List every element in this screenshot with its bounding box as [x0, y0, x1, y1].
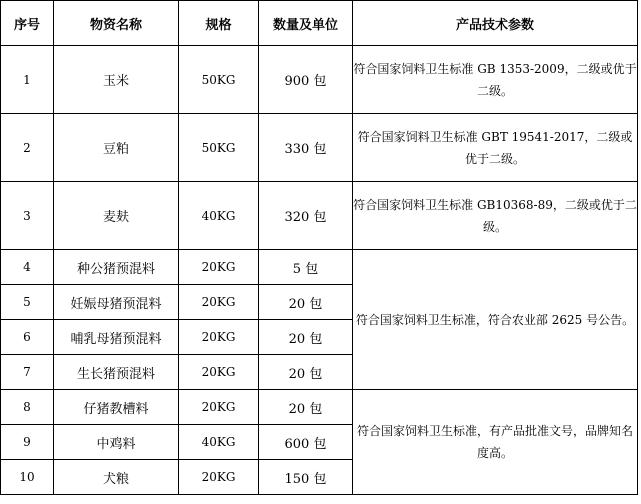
row-spec: 20KG [179, 285, 259, 320]
row-quantity: 20 包 [259, 285, 353, 320]
row-serial: 1 [1, 46, 54, 114]
row-quantity: 5 包 [259, 250, 353, 285]
row-serial: 3 [1, 182, 54, 250]
header-spec: 规格 [179, 1, 259, 46]
row-spec: 40KG [179, 182, 259, 250]
row-name: 生长猪预混料 [54, 355, 179, 390]
row-serial: 6 [1, 320, 54, 355]
row-name: 玉米 [54, 46, 179, 114]
row-quantity: 600 包 [259, 425, 353, 460]
tech-params-cell: 符合国家饲料卫生标准 GBT 19541-2017，二级或优于二级。 [353, 114, 638, 182]
header-quantity: 数量及单位 [259, 1, 353, 46]
row-name: 麦麸 [54, 182, 179, 250]
table-row [1, 46, 638, 114]
row-spec: 20KG [179, 390, 259, 425]
table-row [1, 390, 638, 425]
row-serial: 7 [1, 355, 54, 390]
tech-params-cell: 符合国家饲料卫生标准 GB 1353-2009，二级或优于二级。 [353, 46, 638, 114]
row-name: 种公猪预混料 [54, 250, 179, 285]
header-serial: 序号 [1, 1, 54, 46]
tech-params-cell: 符合国家饲料卫生标准，有产品批准文号，品牌知名度高。 [353, 390, 638, 495]
table-header-row [1, 1, 638, 46]
tech-params-cell: 符合国家饲料卫生标准，符合农业部 2625 号公告。 [353, 250, 638, 390]
row-spec: 20KG [179, 355, 259, 390]
table-row [1, 114, 638, 182]
row-serial: 10 [1, 460, 54, 495]
row-spec: 40KG [179, 425, 259, 460]
row-quantity: 900 包 [259, 46, 353, 114]
row-serial: 9 [1, 425, 54, 460]
table-row [1, 182, 638, 250]
table-row [1, 250, 638, 285]
row-serial: 5 [1, 285, 54, 320]
row-name: 仔猪教槽料 [54, 390, 179, 425]
row-serial: 2 [1, 114, 54, 182]
row-serial: 8 [1, 390, 54, 425]
row-name: 犬粮 [54, 460, 179, 495]
row-quantity: 150 包 [259, 460, 353, 495]
row-quantity: 20 包 [259, 390, 353, 425]
row-quantity: 20 包 [259, 320, 353, 355]
row-spec: 20KG [179, 460, 259, 495]
header-tech-params: 产品技术参数 [353, 1, 638, 46]
row-name: 哺乳母猪预混料 [54, 320, 179, 355]
header-name: 物资名称 [54, 1, 179, 46]
row-quantity: 330 包 [259, 114, 353, 182]
row-quantity: 320 包 [259, 182, 353, 250]
row-name: 中鸡料 [54, 425, 179, 460]
row-spec: 20KG [179, 320, 259, 355]
row-name: 豆粕 [54, 114, 179, 182]
row-serial: 4 [1, 250, 54, 285]
row-quantity: 20 包 [259, 355, 353, 390]
row-spec: 50KG [179, 46, 259, 114]
row-spec: 50KG [179, 114, 259, 182]
row-name: 妊娠母猪预混料 [54, 285, 179, 320]
row-spec: 20KG [179, 250, 259, 285]
tech-params-cell: 符合国家饲料卫生标准 GB10368-89，二级或优于二级。 [353, 182, 638, 250]
